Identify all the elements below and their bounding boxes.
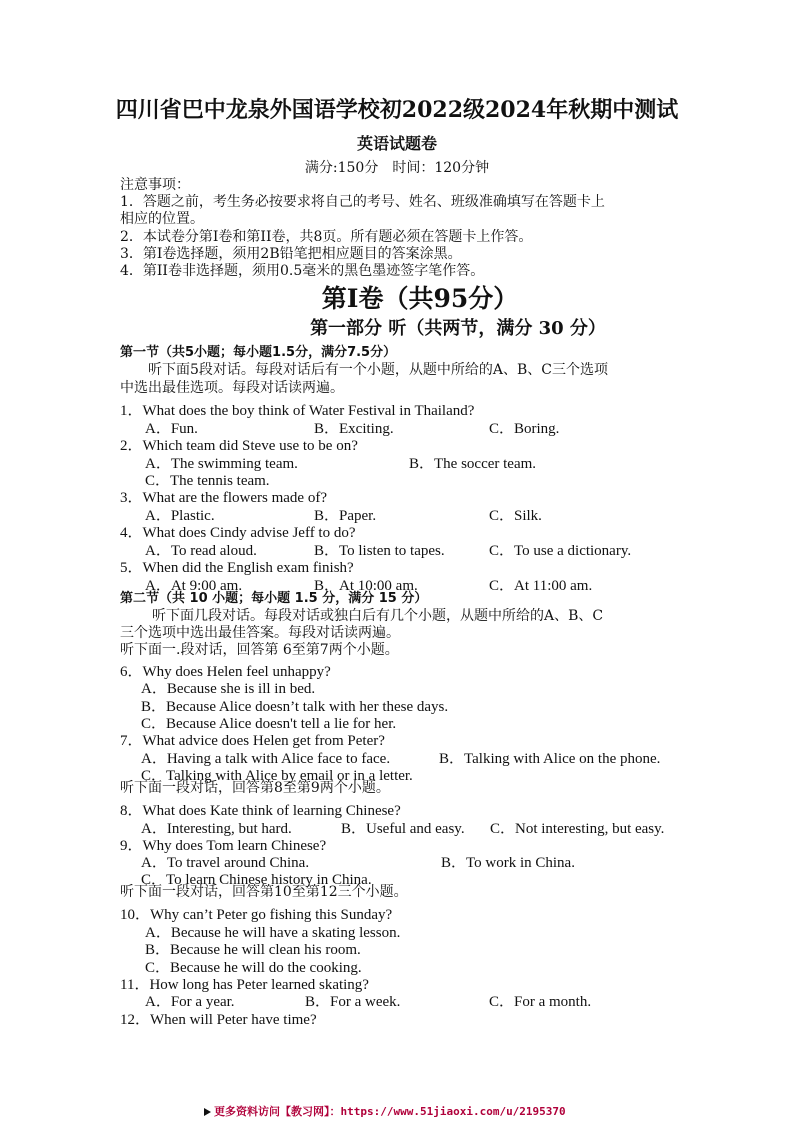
question-7-option-b: B．Talking with Alice on the phone. bbox=[439, 751, 661, 767]
question-8-stem: 8．What does Kate think of learning Chinese? bbox=[120, 803, 401, 819]
group-instruction: 听下面一.段对话，回答第 6至第7两个小题。 bbox=[120, 642, 399, 658]
note-line: 3．第I卷选择题，须用2B铅笔把相应题目的答案涂黑。 bbox=[120, 246, 462, 262]
question-1-option-c: C．Boring. bbox=[489, 421, 560, 437]
score-time: 满分:150分 时间：120分钟 bbox=[304, 160, 490, 176]
section2-instruction: 三个选项中选出最佳答案。每段对话读两遍。 bbox=[120, 625, 400, 641]
question-11-option-c: C．For a month. bbox=[489, 994, 592, 1010]
question-3-stem: 3．What are the flowers made of? bbox=[120, 490, 327, 506]
question-5-option-a: A．At 9:00 am. bbox=[145, 578, 243, 594]
question-7-stem: 7．What advice does Helen get from Peter? bbox=[120, 733, 385, 749]
question-5-option-c: C．At 11:00 am. bbox=[489, 578, 593, 594]
section1-instruction: 听下面5段对话。每段对话后有一个小题，从题中所给的A、B、C三个选项 bbox=[148, 362, 609, 378]
question-7-option-a: A．Having a talk with Alice face to face. bbox=[141, 751, 391, 767]
volume-title: 第I卷（共95分） bbox=[321, 284, 519, 313]
question-5-stem: 5．When did the English exam finish? bbox=[120, 560, 354, 576]
notes-heading: 注意事项： bbox=[120, 177, 190, 193]
question-2-option-c: C．The tennis team. bbox=[145, 473, 270, 489]
question-4-option-c: C．To use a dictionary. bbox=[489, 543, 632, 559]
exam-title: 四川省巴中龙泉外国语学校初2022级2024年秋期中测试 bbox=[115, 97, 679, 123]
question-6-stem: 6．Why does Helen feel unhappy? bbox=[120, 664, 331, 680]
section1-instruction: 中选出最佳选项。每段对话读两遍。 bbox=[120, 380, 344, 396]
question-2-stem: 2．Which team did Steve use to be on? bbox=[120, 438, 358, 454]
question-12-stem: 12．When will Peter have time? bbox=[120, 1012, 317, 1028]
question-8-option-b: B．Useful and easy. bbox=[341, 821, 465, 837]
note-line: 4．第II卷非选择题，须用0.5毫米的黑色墨迹签字笔作答。 bbox=[120, 263, 485, 279]
note-line: 2．本试卷分第I卷和第II卷，共8页。所有题必须在答题卡上作答。 bbox=[120, 229, 533, 245]
question-8-option-c: C．Not interesting, but easy. bbox=[490, 821, 665, 837]
question-6-option-b: B．Because Alice doesn’t talk with her these days. bbox=[141, 699, 449, 715]
question-11-option-b: B．For a week. bbox=[305, 994, 401, 1010]
question-6-option-a: A．Because she is ill in bed. bbox=[141, 681, 316, 697]
question-6-option-c: C．Because Alice doesn't tell a lie for her. bbox=[141, 716, 397, 732]
question-9-option-b: B．To work in China. bbox=[441, 855, 575, 871]
question-10-option-b: B．Because he will clean his room. bbox=[145, 942, 361, 958]
note-line: 1．答题之前，考生务必按要求将自己的考号、姓名、班级准确填写在答题卡上 bbox=[120, 194, 605, 210]
section1-heading: 第一节（共5小题；每小题1.5分，满分7.5分） bbox=[120, 345, 397, 360]
footer-link[interactable] bbox=[204, 1103, 566, 1119]
section2-heading: 第二节（共 10 小题；每小题 1.5 分，满分 15 分） bbox=[120, 591, 428, 606]
question-8-option-a: A．Interesting, but hard. bbox=[141, 821, 292, 837]
question-4-stem: 4．What does Cindy advise Jeff to do? bbox=[120, 525, 356, 541]
group-instruction: 听下面一段对话，回答第8至第9两个小题。 bbox=[120, 780, 390, 796]
question-11-stem: 11．How long has Peter learned skating? bbox=[120, 977, 369, 993]
question-2-option-a: A．The swimming team. bbox=[145, 456, 298, 472]
question-7-option-c: C．Talking with Alice by email or in a letter. bbox=[141, 768, 413, 784]
question-10-stem: 10．Why can’t Peter go fishing this Sunday? bbox=[120, 907, 393, 923]
question-11-option-a: A．For a year. bbox=[145, 994, 235, 1010]
question-10-option-a: A．Because he will have a skating lesson. bbox=[145, 925, 401, 941]
question-9-option-a: A．To travel around China. bbox=[141, 855, 310, 871]
part-title: 第一部分 听（共两节，满分 30 分） bbox=[310, 318, 606, 339]
question-1-option-a: A．Fun. bbox=[145, 421, 198, 437]
note-line: 相应的位置。 bbox=[120, 211, 204, 227]
group-instruction: 听下面一段对话，回答第10至第12三个小题。 bbox=[120, 884, 408, 900]
question-1-stem: 1．What does the boy think of Water Festival in Thailand? bbox=[120, 403, 475, 419]
question-3-option-a: A．Plastic. bbox=[145, 508, 215, 524]
question-3-option-b: B．Paper. bbox=[314, 508, 377, 524]
question-9-stem: 9．Why does Tom learn Chinese? bbox=[120, 838, 327, 854]
flag-icon bbox=[204, 1108, 211, 1116]
question-9-option-c: C．To learn Chinese history in China. bbox=[141, 872, 372, 888]
question-5-option-b: B．At 10:00 am. bbox=[314, 578, 418, 594]
question-4-option-b: B．To listen to tapes. bbox=[314, 543, 445, 559]
footer-text: 更多资料访问【教习网】：https://www.51jiaoxi.com/u/2195370 bbox=[214, 1105, 566, 1118]
question-2-option-b: B．The soccer team. bbox=[409, 456, 537, 472]
question-4-option-a: A．To read aloud. bbox=[145, 543, 257, 559]
question-3-option-c: C．Silk. bbox=[489, 508, 542, 524]
question-10-option-c: C．Because he will do the cooking. bbox=[145, 960, 362, 976]
question-1-option-b: B．Exciting. bbox=[314, 421, 394, 437]
section2-instruction: 听下面几段对话。每段对话或独白后有几个小题，从题中所给的A、B、C bbox=[152, 608, 604, 624]
exam-subtitle: 英语试题卷 bbox=[356, 134, 437, 153]
